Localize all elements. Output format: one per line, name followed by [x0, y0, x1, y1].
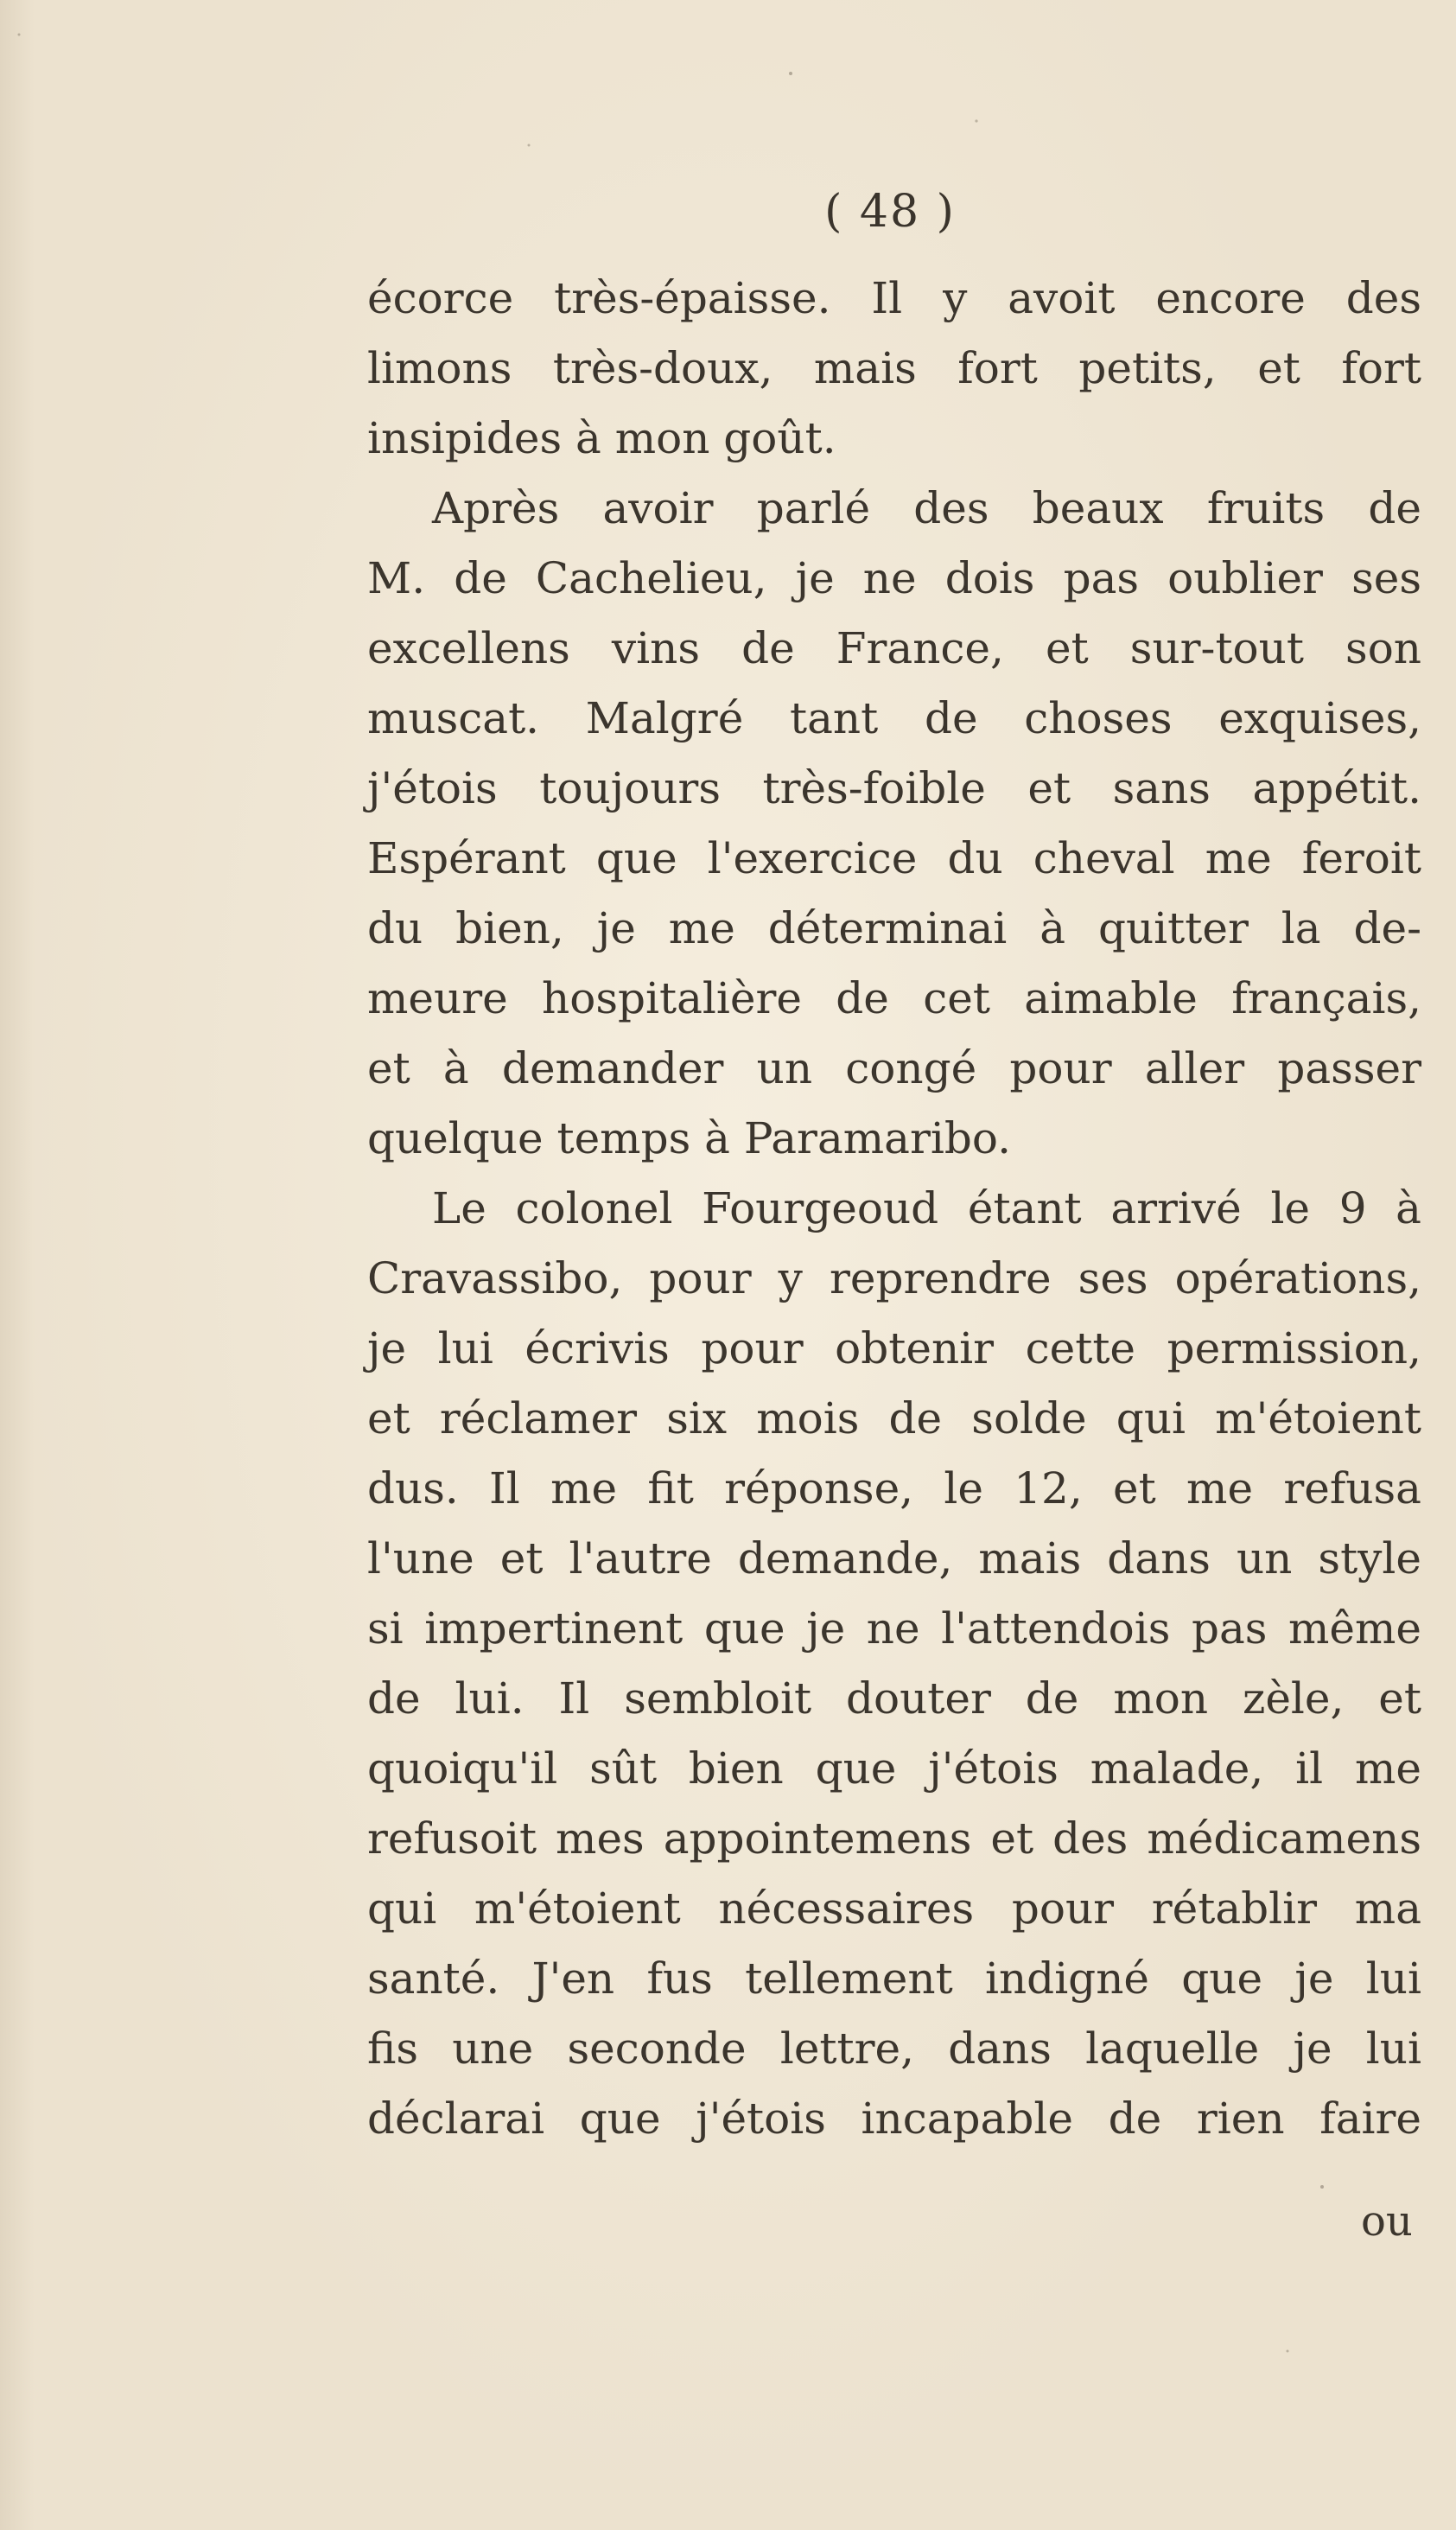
text-line: Espérant que l'exercice du cheval me feroit	[367, 833, 1421, 883]
text-line: Cravassibo, pour y reprendre ses opérations,	[367, 1253, 1421, 1303]
text-line: l'une et l'autre demande, mais dans un style	[367, 1533, 1421, 1584]
text-line: écorce très-épaisse. Il y avoit encore des	[367, 273, 1421, 323]
page-number: ( 48 )	[824, 186, 956, 238]
text-line: si impertinent que je ne l'attendois pas même	[367, 1603, 1421, 1654]
text-line: qui m'étoient nécessaires pour rétablir ma	[367, 1883, 1421, 1934]
text-line: meure hospitalière de cet aimable français,	[367, 973, 1421, 1023]
text-line: santé. J'en fus tellement indigné que je lui	[367, 1953, 1421, 2004]
catchword: ou	[1361, 2197, 1413, 2246]
text-line: déclarai que j'étois incapable de rien faire	[367, 2093, 1421, 2144]
text-line: M. de Cachelieu, je ne dois pas oublier ses	[367, 553, 1421, 603]
text-line: quoiqu'il sût bien que j'étois malade, il me	[367, 1743, 1421, 1794]
text-line: Le colonel Fourgeoud étant arrivé le 9 à	[432, 1183, 1421, 1233]
text-line: limons très-doux, mais fort petits, et fort	[367, 343, 1421, 393]
text-line: du bien, je me déterminai à quitter la de-	[367, 903, 1421, 953]
text-line: et à demander un congé pour aller passer	[367, 1043, 1421, 1093]
text-line: je lui écrivis pour obtenir cette permission,	[367, 1323, 1421, 1373]
text-line: muscat. Malgré tant de choses exquises,	[367, 693, 1421, 743]
text-line: quelque temps à Paramaribo.	[367, 1113, 1011, 1163]
text-line: dus. Il me fit réponse, le 12, et me refusa	[367, 1463, 1421, 1514]
text-line: de lui. Il sembloit douter de mon zèle, et	[367, 1673, 1421, 1724]
text-line: et réclamer six mois de solde qui m'étoient	[367, 1393, 1421, 1443]
text-line: j'étois toujours très-foible et sans appétit.	[367, 763, 1421, 813]
text-line: fis une seconde lettre, dans laquelle je lui	[367, 2023, 1421, 2074]
text-line: refusoit mes appointemens et des médicamens	[367, 1813, 1421, 1864]
body-text	[367, 264, 1421, 2154]
text-line: excellens vins de France, et sur-tout son	[367, 623, 1421, 673]
text-line: Après avoir parlé des beaux fruits de	[432, 483, 1421, 533]
text-line: insipides à mon goût.	[367, 413, 836, 463]
